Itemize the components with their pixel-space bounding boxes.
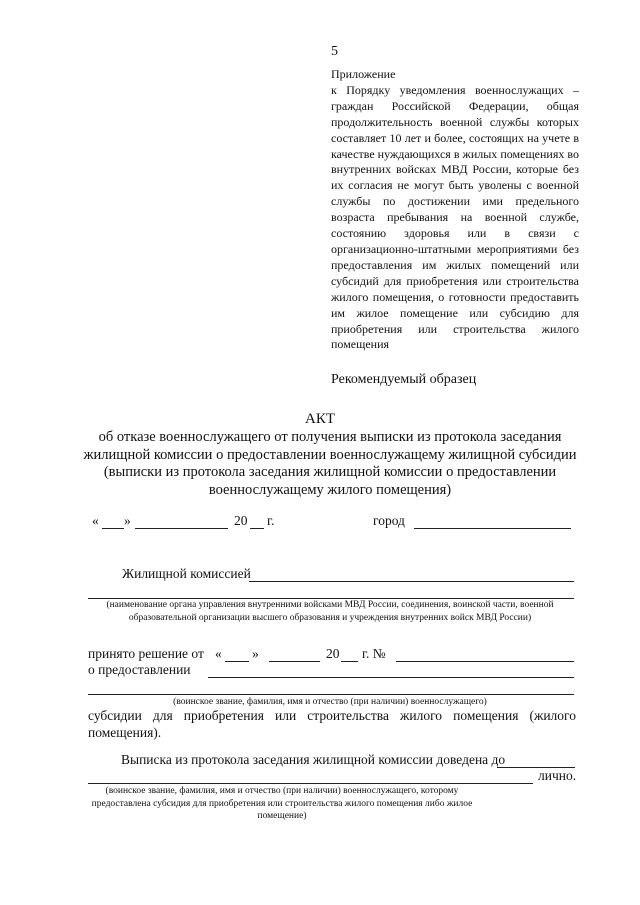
decision-number-blank[interactable] [396, 661, 574, 662]
provision-blank-1[interactable] [208, 677, 574, 678]
act-title: АКТ [305, 411, 335, 427]
commission-label: Жилищной комиссией [122, 566, 251, 581]
appendix-text: к Порядку уведомления военнослужащих – граждан Российской Федерации, общая продолжительность военной службы которых составляет 10 лет и более, состоящих на учете в качестве нуждающихся в жилых помещениях во внутренних войсках МВД России, которые без их согласия не могут быть уволены с военной службы по достижении ими предельного возраста пребывания на военной службе, состоянию здоровья или в связи с организационно-штатными мероприятиями без предоставления им жилых помещений или субсидий для приобретения или строительства жилого помещения, о готовности предоставить им жилое помещение или субсидию для приобретения или строительства жилого помещения [331, 82, 579, 352]
commission-blank-1[interactable] [249, 581, 574, 582]
extract-personally: лично. [538, 768, 577, 783]
decision-year-suffix: г. № [362, 646, 386, 661]
subsidy-text: субсидии для приобретения или строительства жилого помещения (жилого помещения). [88, 708, 576, 740]
decision-quote-open: « [215, 646, 222, 661]
date-quote-close: » [124, 513, 131, 528]
date-quote-open: « [92, 513, 99, 528]
city-label: город [373, 513, 405, 528]
decision-quote-close: » [252, 646, 259, 661]
commission-caption: (наименование органа управления внутренними войсками МВД России, соединения, воинской части, военной образовательной организации высшего образования и учреждения внутренних войск МВД России) [106, 600, 554, 623]
sample-label: Рекомендуемый образец [331, 372, 477, 387]
provision-caption: (воинское звание, фамилия, имя и отчество (при наличии) военнослужащего) [173, 697, 487, 707]
provision-label: о предоставлении [88, 662, 191, 677]
decision-label: принято решение от [88, 646, 204, 661]
page-number: 5 [331, 44, 338, 59]
appendix-heading: Приложение [331, 67, 396, 81]
extract-caption: (воинское звание, фамилия, имя и отчество (при наличии) военнослужащего, которому предоставлена субсидия для приобретения или строительства жилого помещения либо жилое помещение) [91, 786, 473, 821]
date-month-blank[interactable] [135, 528, 228, 529]
date-year-blank[interactable] [250, 528, 264, 529]
extract-blank-2[interactable] [88, 783, 533, 784]
decision-month-blank[interactable] [269, 661, 320, 662]
act-subtitle: об отказе военнослужащего от получения выписки из протокола заседания жилищной комиссии о предоставлении военнослужащему жилищной субсидии (выписки из протокола заседания жилищной комиссии о предоставлении военнослужащему жилого помещения) [83, 429, 577, 498]
provision-blank-2[interactable] [88, 694, 574, 695]
appendix-block [331, 67, 579, 353]
date-day-blank[interactable] [102, 528, 124, 529]
decision-year-prefix: 20 [326, 646, 340, 661]
decision-day-blank[interactable] [225, 661, 249, 662]
city-blank[interactable] [414, 528, 571, 529]
extract-text: Выписка из протокола заседания жилищной комиссии доведена до [121, 752, 506, 767]
date-year-prefix: 20 [234, 513, 248, 528]
decision-year-blank[interactable] [341, 661, 358, 662]
date-year-suffix: г. [267, 513, 275, 528]
